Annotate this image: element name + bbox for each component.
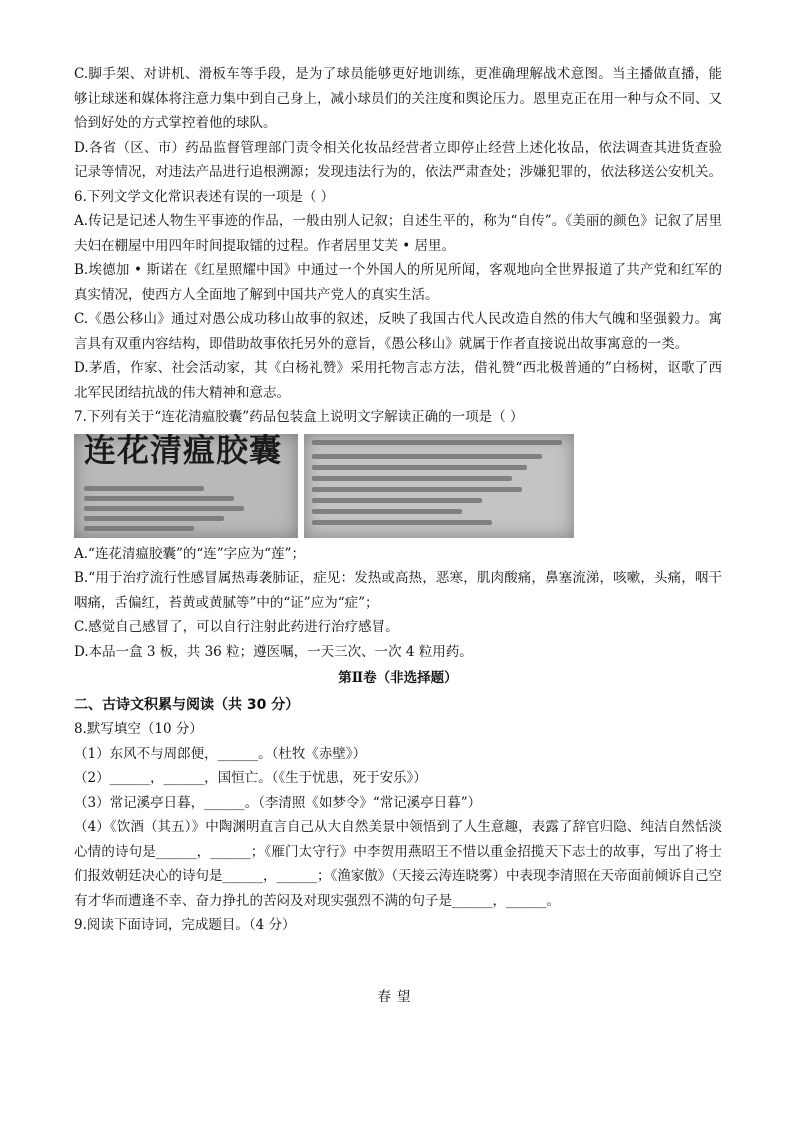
question-8-item-2: （2）______，______，国恒亡。（《生于忧患，死于安乐》） [74,770,427,786]
part-two-title: 第Ⅱ卷（非选择题） [338,670,458,686]
question-6-stem: 6.下列文学文化常识表述有误的一项是（ ） [74,188,335,205]
question-8-item-4: （4）《饮酒（其五）》中陶渊明直言自己从大自然美景中领悟到了人生意趣，表露了辞官归隐、纯洁自然恬淡心情的诗句是______，______；《雁门太守行》中李贺用燕昭王不惜以重金招揽天下志士的故事，写出了将士们报效朝廷决心的诗句是______，______；《渔家傲》（天接云涛连晓雾）中表现李清照在天帝面前倾诉自己空有才华而遭逢不幸、奋力挣扎的苦闷及对现实强烈不满的句子是______，______。 [74,819,722,909]
paragraph-option-d: D.各省（区、市）药品监督管理部门责令相关化妆品经营者立即停止经营上述化妆品，依法调查其进货查验记录等情况，对违法产品进行追根溯源；发现违法行为的，依法严肃查处；涉嫌犯罪的，依法移送公安机关。 [74,139,722,180]
blurred-text-line [312,498,482,503]
blurred-text-line [84,526,194,531]
question-8-item-3: （3）常记溪亭日暮，______。（李清照《如梦令》“常记溪亭日暮”） [74,794,482,811]
question-8-title: 8.默写填空（10 分） [74,721,203,737]
medicine-box-side [304,434,574,538]
blurred-text-line [312,509,462,514]
medicine-box-front [74,434,298,538]
blurred-text-line [312,520,492,525]
question-6-option-a: A.传记是记述人物生平事迹的作品，一般由别人记叙；自述生平的，称为“自传”。《美丽的颜色》记叙了居里夫妇在棚屋中用四年时间提取镭的过程。作者居里艾芙 • 居里。 [74,213,722,254]
question-7-option-a: A.“连花清瘟胶囊”的“连”字应为“莲”； [74,545,305,562]
medicine-box-photo [74,434,574,538]
poem-title: 春望 [377,989,417,1005]
question-6-option-d: D.茅盾，作家、社会活动家，其《白杨礼赞》采用托物言志方法，借礼赞“西北极普通的”白杨树，讴歌了西北军民团结抗战的伟大精神和意志。 [74,360,722,401]
question-8-item-1: （1）东风不与周郎便，______。（杜牧《赤壁》） [74,745,367,762]
question-7-option-b: B.“用于治疗流行性感冒属热毒袭肺证，症见：发热或高热，恶寒，肌肉酸痛，鼻塞流涕，咳嗽，头痛，咽干咽痛，舌偏红，苔黄或黄腻等”中的“证”应为“症”； [74,570,722,611]
question-7-option-c: C.感觉自己感冒了，可以自行注射此药进行治疗感冒。 [74,619,399,635]
question-7-option-d: D.本品一盒 3 板，共 36 粒；遵医嘱，一天三次、一次 4 粒用药。 [74,643,473,660]
question-9-title: 9.阅读下面诗词，完成题目。（4 分） [74,917,296,933]
blurred-text-line [312,454,542,459]
blurred-text-line [84,506,244,511]
medicine-brand-name: 连花清瘟胶囊 [84,433,283,469]
blurred-text-line [84,496,234,501]
blurred-text-line [84,516,224,521]
section-two-title: 二、古诗文积累与阅读（共 30 分） [74,696,300,713]
blurred-text-line [312,487,522,492]
question-6-option-b: B.埃德加 • 斯诺在《红星照耀中国》中通过一个外国人的所见所闻，客观地向全世界报道了共产党和红军的真实情况，使西方人全面地了解到中国共产党人的真实生活。 [74,262,722,303]
question-7-stem: 7.下列有关于“连花清瘟胶囊”药品包装盒上说明文字解读正确的一项是（ ） [74,409,524,425]
blurred-text-line [312,465,527,470]
page-content [74,62,722,938]
paragraph-option-c: C.脚手架、对讲机、滑板车等手段，是为了球员能够更好地训练，更准确理解战术意图。当主播做直播，能够让球迷和媒体将注意力集中到自己身上，减小球员们的关注度和舆论压力。恩里克正在用一种与众不同、又恰到好处的方式掌控着他的球队。 [74,66,722,131]
question-6-option-c: C.《愚公移山》通过对愚公成功移山故事的叙述，反映了我国古代人民改造自然的伟大气魄和坚强毅力。寓言具有双重内容结构，即借助故事依托另外的意旨，《愚公移山》就属于作者直接说出故事寓意的一类。 [74,311,722,352]
blurred-text-line [312,476,512,481]
blurred-text-line [84,486,204,491]
blurred-text-line [312,440,562,445]
